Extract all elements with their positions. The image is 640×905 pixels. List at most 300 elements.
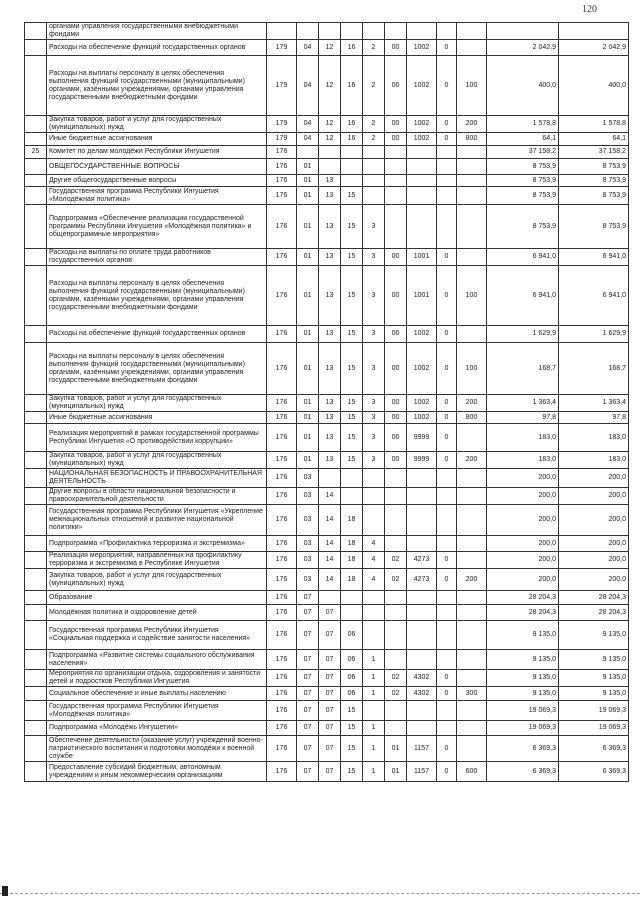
row-subsection-code — [319, 469, 341, 488]
row-ved-code: 176 — [267, 687, 297, 701]
row-section-code — [297, 146, 319, 159]
row-subprogram-code: 4 — [363, 552, 385, 569]
row-expense-type — [457, 670, 487, 687]
row-name: Закупка товаров, работ и услуг для государственных (муниципальных) нужд — [47, 569, 267, 591]
row-name: ОБЩЕГОСУДАРСТВЕННЫЕ ВОПРОСЫ — [47, 159, 267, 175]
row-extra-code — [437, 621, 457, 650]
row-program-code — [341, 605, 363, 621]
row-sum-1: 8 753,9 — [487, 187, 559, 205]
row-index — [25, 116, 47, 133]
row-direction-code: 1002 — [407, 343, 437, 395]
row-name: Расходы на обеспечение функций государственных органов — [47, 326, 267, 343]
row-direction-code — [407, 175, 437, 187]
row-section-code: 07 — [297, 736, 319, 762]
row-program-code: 15 — [341, 701, 363, 721]
row-index — [25, 736, 47, 762]
row-activity-code — [385, 721, 407, 736]
row-direction-code — [407, 591, 437, 605]
row-program-code — [341, 469, 363, 488]
row-activity-code — [385, 505, 407, 536]
row-program-code: 15 — [341, 343, 363, 395]
row-ved-code: 176 — [267, 536, 297, 552]
row-extra-code — [437, 605, 457, 621]
row-activity-code — [385, 605, 407, 621]
table-row — [25, 469, 629, 488]
table-row — [25, 488, 629, 505]
row-sum-2: 8 753,9 — [559, 159, 629, 175]
row-name: Закупка товаров, работ и услуг для государственных (муниципальных) нужд — [47, 116, 267, 133]
row-direction-code — [407, 146, 437, 159]
row-section-code: 07 — [297, 687, 319, 701]
row-activity-code: 00 — [385, 40, 407, 56]
table-row — [25, 452, 629, 469]
row-direction-code — [407, 488, 437, 505]
row-name: Подпрограмма «Молодёжь Ингушетии» — [47, 721, 267, 736]
row-program-code: 18 — [341, 505, 363, 536]
row-index — [25, 605, 47, 621]
row-expense-type — [457, 159, 487, 175]
row-subsection-code: 07 — [319, 736, 341, 762]
row-subsection-code: 12 — [319, 133, 341, 146]
row-sum-1 — [487, 23, 559, 40]
table-row — [25, 670, 629, 687]
row-program-code — [341, 23, 363, 40]
row-extra-code — [437, 488, 457, 505]
page-bottom-rule — [0, 893, 640, 895]
row-subsection-code: 12 — [319, 56, 341, 116]
row-index — [25, 452, 47, 469]
row-subsection-code: 07 — [319, 670, 341, 687]
table-row — [25, 605, 629, 621]
row-subprogram-code: 1 — [363, 736, 385, 762]
row-program-code: 06 — [341, 670, 363, 687]
row-ved-code: 176 — [267, 424, 297, 452]
row-subprogram-code: 1 — [363, 650, 385, 670]
row-direction-code: 1002 — [407, 412, 437, 424]
row-sum-1: 1 578,8 — [487, 116, 559, 133]
row-sum-2: 28 204,3 — [559, 591, 629, 605]
row-extra-code: 0 — [437, 40, 457, 56]
row-section-code: 03 — [297, 469, 319, 488]
row-program-code: 06 — [341, 687, 363, 701]
row-extra-code — [437, 536, 457, 552]
row-index — [25, 343, 47, 395]
row-activity-code — [385, 23, 407, 40]
row-subsection-code: 13 — [319, 175, 341, 187]
row-subsection-code: 13 — [319, 266, 341, 326]
row-ved-code: 176 — [267, 569, 297, 591]
row-index — [25, 505, 47, 536]
row-direction-code: 1001 — [407, 266, 437, 326]
row-subsection-code: 13 — [319, 395, 341, 412]
row-expense-type — [457, 205, 487, 249]
row-sum-1: 6 369,3 — [487, 762, 559, 782]
row-program-code — [341, 488, 363, 505]
row-ved-code: 176 — [267, 650, 297, 670]
row-name: Образование — [47, 591, 267, 605]
row-direction-code — [407, 721, 437, 736]
row-subsection-code: 07 — [319, 605, 341, 621]
row-activity-code: 00 — [385, 249, 407, 266]
row-ved-code: 176 — [267, 505, 297, 536]
row-direction-code — [407, 187, 437, 205]
row-extra-code: 0 — [437, 326, 457, 343]
row-program-code: 15 — [341, 266, 363, 326]
row-sum-2: 1 629,9 — [559, 326, 629, 343]
row-sum-1: 19 069,3 — [487, 701, 559, 721]
row-subprogram-code: 2 — [363, 133, 385, 146]
row-subsection-code: 12 — [319, 40, 341, 56]
table-row — [25, 205, 629, 249]
row-subprogram-code — [363, 469, 385, 488]
row-expense-type: 800 — [457, 412, 487, 424]
row-sum-1: 9 135,0 — [487, 650, 559, 670]
row-index — [25, 488, 47, 505]
row-ved-code: 176 — [267, 343, 297, 395]
row-section-code: 07 — [297, 721, 319, 736]
scan-corner-mark — [2, 886, 8, 896]
row-subprogram-code — [363, 187, 385, 205]
row-activity-code: 02 — [385, 670, 407, 687]
row-subsection-code: 14 — [319, 536, 341, 552]
row-ved-code: 176 — [267, 452, 297, 469]
row-sum-1: 6 941,0 — [487, 266, 559, 326]
row-name: Комитет по делам молодёжи Республики Ингушетия — [47, 146, 267, 159]
row-sum-1: 19 069,3 — [487, 721, 559, 736]
row-expense-type — [457, 650, 487, 670]
row-sum-2: 19 069,3 — [559, 721, 629, 736]
row-sum-1: 28 204,3 — [487, 591, 559, 605]
row-subprogram-code — [363, 23, 385, 40]
row-extra-code: 0 — [437, 569, 457, 591]
row-expense-type — [457, 621, 487, 650]
row-sum-2: 8 753,9 — [559, 205, 629, 249]
row-ved-code: 179 — [267, 133, 297, 146]
row-extra-code: 0 — [437, 116, 457, 133]
row-index — [25, 266, 47, 326]
table-row — [25, 249, 629, 266]
row-sum-2: 200,0 — [559, 569, 629, 591]
row-expense-type — [457, 469, 487, 488]
row-index — [25, 621, 47, 650]
table-row — [25, 569, 629, 591]
row-expense-type: 200 — [457, 395, 487, 412]
row-subsection-code — [319, 146, 341, 159]
row-name: Социальное обеспечение и иные выплаты населению — [47, 687, 267, 701]
row-subprogram-code: 1 — [363, 762, 385, 782]
row-extra-code — [437, 469, 457, 488]
row-extra-code: 0 — [437, 133, 457, 146]
row-extra-code: 0 — [437, 552, 457, 569]
row-program-code: 18 — [341, 536, 363, 552]
row-expense-type — [457, 249, 487, 266]
row-sum-1: 1 363,4 — [487, 395, 559, 412]
row-section-code: 01 — [297, 205, 319, 249]
row-extra-code: 0 — [437, 687, 457, 701]
row-sum-1: 28 204,3 — [487, 605, 559, 621]
row-activity-code — [385, 591, 407, 605]
row-program-code: 16 — [341, 40, 363, 56]
row-program-code: 15 — [341, 452, 363, 469]
row-ved-code: 179 — [267, 40, 297, 56]
row-name: Обеспечение деятельности (оказание услуг) учреждений военно-патриотического воспитания и подготовки молодёжи к военной службе — [47, 736, 267, 762]
row-sum-2: 200,0 — [559, 536, 629, 552]
row-index — [25, 569, 47, 591]
row-program-code: 15 — [341, 187, 363, 205]
row-activity-code: 01 — [385, 762, 407, 782]
row-subprogram-code: 2 — [363, 40, 385, 56]
table-row — [25, 424, 629, 452]
row-extra-code: 0 — [437, 736, 457, 762]
row-ved-code: 176 — [267, 187, 297, 205]
table-row — [25, 412, 629, 424]
row-direction-code: 9999 — [407, 424, 437, 452]
row-index — [25, 133, 47, 146]
row-extra-code — [437, 505, 457, 536]
row-subprogram-code: 3 — [363, 343, 385, 395]
row-sum-2: 64,1 — [559, 133, 629, 146]
row-extra-code — [437, 159, 457, 175]
row-extra-code — [437, 701, 457, 721]
row-index — [25, 552, 47, 569]
row-sum-2: 6 941,0 — [559, 266, 629, 326]
row-subsection-code: 13 — [319, 187, 341, 205]
row-extra-code: 0 — [437, 412, 457, 424]
row-activity-code: 00 — [385, 452, 407, 469]
row-activity-code — [385, 621, 407, 650]
row-name: Государственная программа Республики Ингушетия «Молодёжная политика» — [47, 701, 267, 721]
row-index — [25, 424, 47, 452]
row-expense-type — [457, 23, 487, 40]
row-program-code: 16 — [341, 56, 363, 116]
row-extra-code: 0 — [437, 395, 457, 412]
row-sum-2: 9 135,0 — [559, 621, 629, 650]
row-activity-code — [385, 701, 407, 721]
row-name: Расходы на выплаты персоналу в целях обеспечения выполнения функций государственными (муниципальными) органами, казёнными учреждениями, органами управления государственными внебюджетными фондами — [47, 266, 267, 326]
row-activity-code: 00 — [385, 266, 407, 326]
row-program-code: 15 — [341, 424, 363, 452]
row-program-code — [341, 146, 363, 159]
row-extra-code — [437, 175, 457, 187]
row-ved-code: 176 — [267, 175, 297, 187]
row-name: Расходы на обеспечение функций государственных органов — [47, 40, 267, 56]
row-activity-code: 02 — [385, 687, 407, 701]
row-name: Предоставление субсидий бюджетным, автономным учреждениям и иным некоммерческим организациям — [47, 762, 267, 782]
row-activity-code: 01 — [385, 736, 407, 762]
row-sum-1: 8 753,9 — [487, 205, 559, 249]
row-sum-2: 28 204,3 — [559, 605, 629, 621]
row-program-code: 15 — [341, 736, 363, 762]
row-sum-2: 9 135,0 — [559, 687, 629, 701]
row-expense-type: 200 — [457, 116, 487, 133]
row-expense-type — [457, 187, 487, 205]
row-activity-code — [385, 488, 407, 505]
row-subprogram-code: 3 — [363, 326, 385, 343]
row-activity-code — [385, 650, 407, 670]
row-program-code: 15 — [341, 395, 363, 412]
row-expense-type — [457, 536, 487, 552]
row-section-code: 01 — [297, 266, 319, 326]
row-index — [25, 701, 47, 721]
row-expense-type — [457, 146, 487, 159]
row-subsection-code: 07 — [319, 701, 341, 721]
row-subsection-code: 13 — [319, 205, 341, 249]
row-index — [25, 326, 47, 343]
row-sum-1: 8 753,9 — [487, 175, 559, 187]
row-subprogram-code: 3 — [363, 266, 385, 326]
row-activity-code: 00 — [385, 116, 407, 133]
row-sum-1: 200,0 — [487, 552, 559, 569]
row-program-code: 15 — [341, 249, 363, 266]
row-sum-1: 9 135,0 — [487, 621, 559, 650]
row-sum-2: 200,0 — [559, 488, 629, 505]
row-section-code: 01 — [297, 159, 319, 175]
row-direction-code — [407, 23, 437, 40]
table-row — [25, 736, 629, 762]
row-subprogram-code: 1 — [363, 721, 385, 736]
row-index — [25, 650, 47, 670]
row-sum-1: 400,0 — [487, 56, 559, 116]
row-section-code: 04 — [297, 116, 319, 133]
row-section-code: 01 — [297, 343, 319, 395]
row-expense-type — [457, 591, 487, 605]
row-ved-code: 176 — [267, 621, 297, 650]
row-index: 25 — [25, 146, 47, 159]
row-expense-type — [457, 736, 487, 762]
row-section-code: 01 — [297, 412, 319, 424]
row-sum-2: 183,0 — [559, 452, 629, 469]
row-name: Молодёжная политика и оздоровление детей — [47, 605, 267, 621]
row-activity-code — [385, 536, 407, 552]
row-sum-2: 97,8 — [559, 412, 629, 424]
row-subsection-code — [319, 591, 341, 605]
row-direction-code: 1157 — [407, 736, 437, 762]
row-sum-2: 37 158,2 — [559, 146, 629, 159]
row-name: Иные бюджетные ассигнования — [47, 133, 267, 146]
row-name: органами управления государственными внебюджетными фондами — [47, 23, 267, 40]
row-name: Подпрограмма «Развитие системы социального обслуживания населения» — [47, 650, 267, 670]
row-subprogram-code — [363, 175, 385, 187]
row-program-code — [341, 175, 363, 187]
table-row — [25, 505, 629, 536]
row-subprogram-code — [363, 605, 385, 621]
row-subprogram-code: 3 — [363, 424, 385, 452]
row-program-code: 15 — [341, 721, 363, 736]
row-activity-code: 00 — [385, 326, 407, 343]
row-name: Иные бюджетные ассигнования — [47, 412, 267, 424]
row-sum-2: 200,0 — [559, 552, 629, 569]
row-extra-code: 0 — [437, 670, 457, 687]
row-program-code: 15 — [341, 762, 363, 782]
row-name: Расходы на выплаты персоналу в целях обеспечения выполнения функций государственными (муниципальными) органами, казёнными учреждениями, органами управления государственными внебюджетными фондами — [47, 343, 267, 395]
row-index — [25, 56, 47, 116]
row-section-code: 01 — [297, 326, 319, 343]
row-ved-code: 176 — [267, 736, 297, 762]
row-index — [25, 395, 47, 412]
row-section-code: 07 — [297, 762, 319, 782]
row-sum-1: 97,8 — [487, 412, 559, 424]
row-ved-code: 176 — [267, 249, 297, 266]
row-sum-2: 8 753,9 — [559, 187, 629, 205]
table-row — [25, 326, 629, 343]
row-program-code: 06 — [341, 650, 363, 670]
budget-table — [24, 22, 629, 782]
row-sum-2: 200,0 — [559, 469, 629, 488]
page-number: 120 — [582, 4, 597, 15]
row-direction-code — [407, 701, 437, 721]
row-section-code: 04 — [297, 56, 319, 116]
row-index — [25, 762, 47, 782]
row-ved-code: 176 — [267, 266, 297, 326]
row-sum-2: 6 369,3 — [559, 762, 629, 782]
row-direction-code — [407, 536, 437, 552]
row-section-code: 07 — [297, 621, 319, 650]
row-section-code: 07 — [297, 701, 319, 721]
row-sum-1: 9 135,0 — [487, 687, 559, 701]
row-section-code: 07 — [297, 650, 319, 670]
table-row — [25, 591, 629, 605]
row-sum-2: 2 042,9 — [559, 40, 629, 56]
row-expense-type — [457, 552, 487, 569]
row-subsection-code: 07 — [319, 621, 341, 650]
row-ved-code: 176 — [267, 605, 297, 621]
row-name: Другие общегосударственные вопросы — [47, 175, 267, 187]
table-row — [25, 23, 629, 40]
table-row — [25, 701, 629, 721]
row-activity-code: 00 — [385, 343, 407, 395]
row-section-code: 07 — [297, 670, 319, 687]
table-row — [25, 56, 629, 116]
row-subsection-code: 14 — [319, 569, 341, 591]
row-subsection-code: 07 — [319, 687, 341, 701]
table-row — [25, 395, 629, 412]
row-sum-1: 6 941,0 — [487, 249, 559, 266]
table-row — [25, 762, 629, 782]
row-index — [25, 536, 47, 552]
row-activity-code: 00 — [385, 133, 407, 146]
row-name: Расходы на выплаты персоналу в целях обеспечения выполнения функций государственными (муниципальными) органами, казёнными учреждениями, органами управления государственными внебюджетными фондами — [47, 56, 267, 116]
row-sum-1: 64,1 — [487, 133, 559, 146]
row-name: Мероприятия по организации отдыха, оздоровления и занятости детей и подростков Республики Ингушетия — [47, 670, 267, 687]
row-subsection-code — [319, 23, 341, 40]
row-name: Подпрограмма «Обеспечение реализации государственной программы Республики Ингушетия «Молодёжная политика» и общепрограммные мероприятия» — [47, 205, 267, 249]
row-subprogram-code: 1 — [363, 687, 385, 701]
row-activity-code: 00 — [385, 424, 407, 452]
row-sum-1: 200,0 — [487, 488, 559, 505]
row-subprogram-code: 4 — [363, 569, 385, 591]
row-subprogram-code: 3 — [363, 205, 385, 249]
row-expense-type: 100 — [457, 343, 487, 395]
row-ved-code: 176 — [267, 326, 297, 343]
row-subprogram-code: 2 — [363, 56, 385, 116]
row-direction-code: 4302 — [407, 687, 437, 701]
row-direction-code — [407, 505, 437, 536]
row-ved-code: 176 — [267, 591, 297, 605]
row-ved-code: 176 — [267, 488, 297, 505]
row-program-code — [341, 591, 363, 605]
table-row — [25, 343, 629, 395]
row-sum-2: 183,0 — [559, 424, 629, 452]
row-ved-code: 176 — [267, 146, 297, 159]
row-subsection-code: 13 — [319, 424, 341, 452]
row-expense-type — [457, 505, 487, 536]
row-subprogram-code: 3 — [363, 412, 385, 424]
row-activity-code — [385, 205, 407, 249]
row-direction-code: 9999 — [407, 452, 437, 469]
row-direction-code — [407, 469, 437, 488]
row-direction-code: 1002 — [407, 395, 437, 412]
row-name: Закупка товаров, работ и услуг для государственных (муниципальных) нужд — [47, 395, 267, 412]
